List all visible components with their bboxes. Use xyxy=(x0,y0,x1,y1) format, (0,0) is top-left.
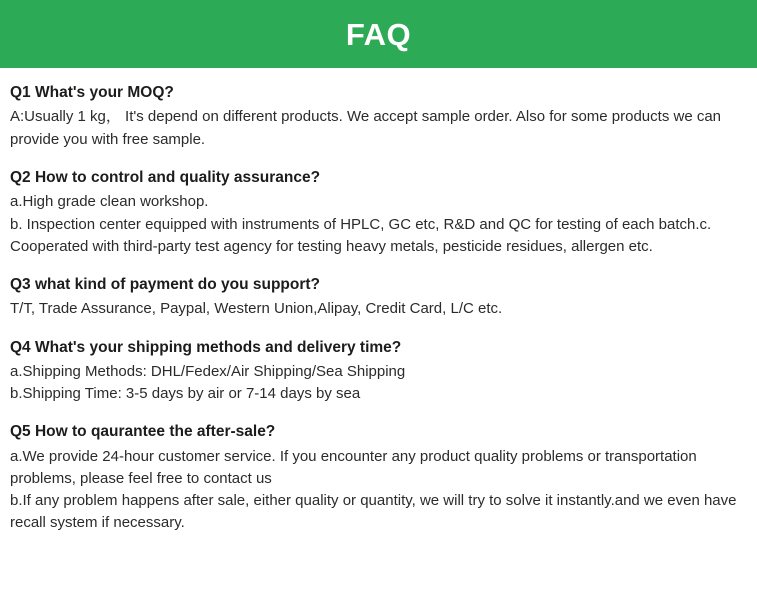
faq-answer-line: b. Inspection center equipped with instruments of HPLC, GC etc, R&D and QC for testing of each batch.c. Cooperated with third-party test agency for testing heavy metals, pesticide residues, allergen etc. xyxy=(10,215,712,255)
faq-answer-line: T/T, Trade Assurance, Paypal, Western Union,Alipay, Credit Card, L/C etc. xyxy=(10,300,503,318)
faq-answer xyxy=(10,191,745,258)
faq-answer-line: a.We provide 24-hour customer service. If you encounter any product quality problems or transportation problems, please feel free to contact us xyxy=(10,447,697,488)
faq-answer xyxy=(10,446,745,535)
faq-list xyxy=(0,68,757,535)
faq-answer-line: A:Usually 1 kg， It's depend on different products. We accept sample order. Also for some products we can provide you with free sample. xyxy=(10,108,722,148)
faq-item xyxy=(10,421,745,534)
faq-answer xyxy=(10,106,745,150)
faq-question: Q2 How to control and quality assurance? xyxy=(10,168,321,186)
faq-item xyxy=(10,337,745,406)
faq-item xyxy=(10,274,745,321)
faq-item xyxy=(10,167,745,258)
faq-question: Q4 What's your shipping methods and delivery time? xyxy=(10,338,402,356)
page-title: FAQ xyxy=(345,16,412,52)
faq-answer-line: b.Shipping Time: 3-5 days by air or 7-14 days by sea xyxy=(10,385,361,403)
faq-answer xyxy=(10,361,745,405)
faq-answer-line: a.Shipping Methods: DHL/Fedex/Air Shipping/Sea Shipping xyxy=(10,363,406,380)
faq-item xyxy=(10,82,745,151)
faq-question: Q5 How to qaurantee the after-sale? xyxy=(10,423,276,441)
faq-answer-line: a.High grade clean workshop. xyxy=(10,193,209,211)
faq-answer xyxy=(10,298,745,320)
faq-question: Q1 What's your MOQ? xyxy=(10,84,174,101)
faq-header-banner xyxy=(0,0,757,68)
faq-answer-line: b.If any problem happens after sale, either quality or quantity, we will try to solve it instantly.and we even have recall system if necessary. xyxy=(10,492,737,532)
faq-question: Q3 what kind of payment do you support? xyxy=(10,275,321,293)
